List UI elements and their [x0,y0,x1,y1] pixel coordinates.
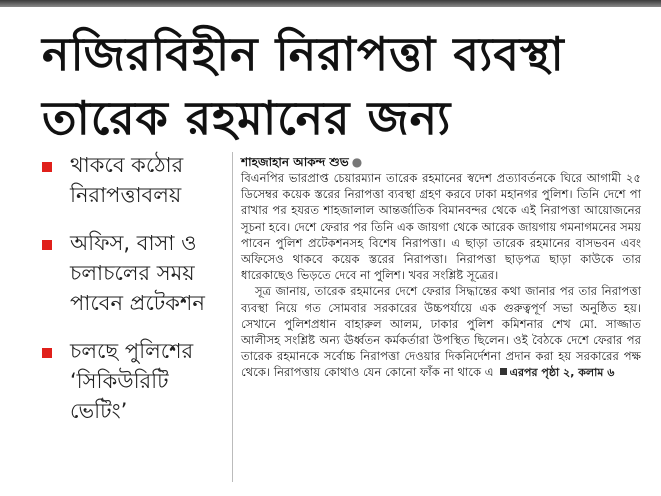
article-paragraph [241,283,641,381]
headline [42,22,642,150]
continuation-note [494,366,615,379]
column-divider [232,152,233,482]
highlight-text: অফিস, বাসা ও চলাচলের সময় পাবেন প্রটেকশন [70,231,205,315]
byline-dot-icon: ● [351,155,363,169]
headline-line-1: নজিরবিহীন নিরাপত্তা ব্যবস্থা [42,27,565,81]
article-paragraph-text: সূত্র জানায়, তারেক রহমানের দেশে ফেরার সিদ্ধান্তের কথা জানার পর তার নিরাপত্তা ব্যবস্থা নিয়ে গত সোমবার সরকারের উচ্চপর্যায়ে এক গুরুত্বপূর্ণ সভা অনুষ্ঠিত হয়। সেখানে পুলিশপ্রধান বাহারুল আলম, ঢাকার পুলিশ কমিশনার শেখ মো. সাজ্জাত আলীসহ সংশ্লিষ্ট অন্য ঊর্ধ্বতন কর্মকর্তারা উপস্থিত ছিলেন। ওই বৈঠকে দেশে ফেরার পর তারেক রহমানকে সর্বোচ্চ নিরাপত্তা দেওয়ার দিকনির্দেশনা প্রদান করা হয় সরকারের পক্ষ থেকে। নিরাপত্তায় কোথাও যেন কোনো ফাঁক না থাকে এ [241,284,641,380]
red-square-bullet-icon [42,348,52,358]
highlight-text: চলছে পুলিশের ‘সিকিউরিটি ভেটিং’ [70,339,194,423]
article-body [241,154,641,382]
highlight-item [42,228,220,318]
byline [241,154,641,170]
highlight-item [42,150,220,210]
article-text [241,170,641,382]
headline-line-2: তারেক রহমানের জন্য [42,91,452,145]
square-marker-icon [500,368,507,375]
continuation-text: এরপর পৃষ্ঠা ২, কলাম ৬ [509,366,615,380]
highlights-sidebar [42,150,220,444]
highlight-text: থাকবে কঠোর নিরাপত্তাবলয় [70,153,184,207]
top-rule [0,0,661,7]
byline-author: শাহজাহান আকন্দ শুভ [241,155,349,169]
article-paragraph: বিএনপির ভারপ্রাপ্ত চেয়ারম্যান তারেক রহমানের স্বদেশ প্রত্যাবর্তনকে ঘিরে আগামী ২৫ ডিসেম্বর কয়েক স্তরের নিরাপত্তা ব্যবস্থা গ্রহণ করবে ঢাকা মহানগর পুলিশ। তিনি দেশে পা রাখার পর হযরত শাহজালাল আন্তর্জাতিক বিমানবন্দর থেকে এই নিরাপত্তা আয়োজনের সূচনা হবে। দেশে ফেরার পর তিনি এক জায়গা থেকে আরেক জায়গায় গমনাগমনের সময় পাবেন পুলিশ প্রটেকশনসহ বিশেষ নিরাপত্তা। এ ছাড়া তারেক রহমানের বাসভবন এবং অফিসেও থাকবে কয়েক স্তরের নিরাপত্তা। নিরাপত্তা ছাড়পত্র ছাড়া কাউকে তার ধারেকাছেও ভিড়তে দেবে না পুলিশ। খবর সংশ্লিষ্ট সূত্রের। [241,171,641,283]
red-square-bullet-icon [42,162,52,172]
red-square-bullet-icon [42,240,52,250]
highlight-item [42,336,220,426]
